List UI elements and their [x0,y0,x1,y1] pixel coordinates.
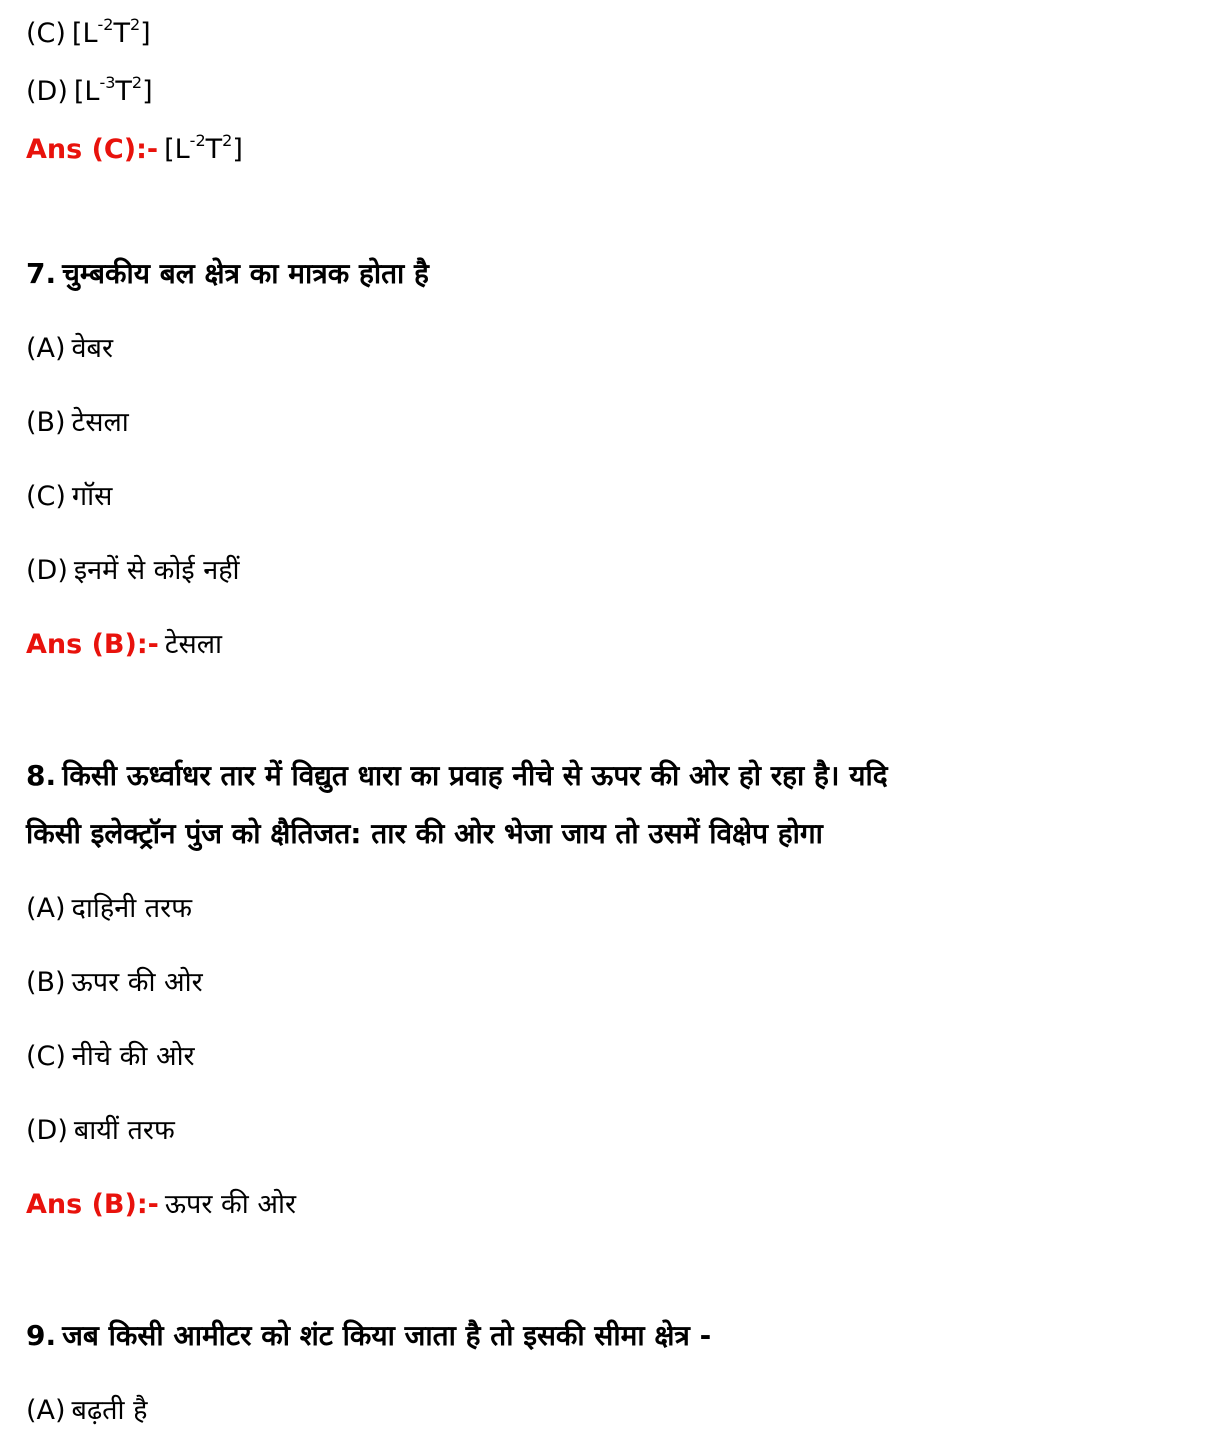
option-text: दाहिनी तरफ [71,893,193,924]
formula-exponent: 2 [131,73,143,92]
q8-option-b [26,965,203,1001]
q8-answer [26,1187,296,1223]
formula-exponent: 2 [129,15,141,34]
formula-part: [L [71,18,98,49]
option-label: (C) [26,18,66,49]
formula-exponent: -2 [97,15,114,34]
option-text: ऊपर की ओर [71,967,203,998]
answer-text: ऊपर की ओर [164,1189,296,1220]
option-label: (D) [26,1115,68,1146]
answer-label: Ans (C):- [26,134,159,165]
option-text: बायीं तरफ [73,1115,175,1146]
q9-option-a [26,1393,147,1429]
q8-option-c [26,1039,195,1075]
question-text-line1: किसी ऊर्ध्वाधर तार में विद्युत धारा का प्रवाह नीचे से ऊपर की ओर हो रहा है। यदि [62,759,888,792]
formula-exponent: -2 [189,131,206,150]
q7-answer [26,627,222,663]
formula-part: T [113,18,130,49]
q7-option-b [26,405,129,441]
question-8 [26,758,888,794]
option-text: टेसला [71,407,129,438]
answer-label: Ans (B):- [26,629,159,660]
formula-part: [L [164,134,190,165]
q7-option-a [26,331,113,367]
question-text: चुम्बकीय बल क्षेत्र का मात्रक होता है [62,257,429,290]
question-7 [26,256,429,292]
question-8-line2 [26,816,823,852]
question-number: 7. [26,257,57,290]
option-text: नीचे की ओर [71,1041,195,1072]
option-text: बढ़ती है [71,1395,148,1426]
option-label: (D) [26,76,68,107]
q8-option-d [26,1113,175,1149]
formula-part: T [205,134,223,165]
formula-part: T [115,76,132,107]
option-label: (A) [26,1395,66,1426]
option-text: गॉस [71,481,113,512]
option-text: इनमें से कोई नहीं [73,555,240,586]
formula-part: ] [140,18,151,49]
formula-exponent: 2 [222,131,233,150]
answer-prev [26,132,243,168]
q8-option-a [26,891,192,927]
option-label: (A) [26,333,66,364]
answer-label: Ans (B):- [26,1189,159,1220]
question-number: 8. [26,759,57,792]
option-label: (B) [26,407,66,438]
question-text-line2: किसी इलेक्ट्रॉन पुंज को क्षैतिजत: तार की ओर भेजा जाय तो उसमें विक्षेप होगा [26,817,823,850]
option-c-prev [26,16,151,52]
option-label: (C) [26,481,66,512]
formula-exponent: -3 [99,73,116,92]
question-text: जब किसी आमीटर को शंट किया जाता है तो इसकी सीमा क्षेत्र - [62,1319,712,1352]
option-label: (D) [26,555,68,586]
option-label: (A) [26,893,66,924]
answer-text: टेसला [164,629,223,660]
option-label: (C) [26,1041,66,1072]
formula-part: ] [142,76,153,107]
formula-part: ] [232,134,243,165]
q7-option-d [26,553,240,589]
option-label: (B) [26,967,66,998]
formula-part: [L [73,76,100,107]
option-d-prev [26,74,153,110]
question-9 [26,1318,711,1354]
question-number: 9. [26,1319,57,1352]
option-text: वेबर [71,333,114,364]
q7-option-c [26,479,112,515]
